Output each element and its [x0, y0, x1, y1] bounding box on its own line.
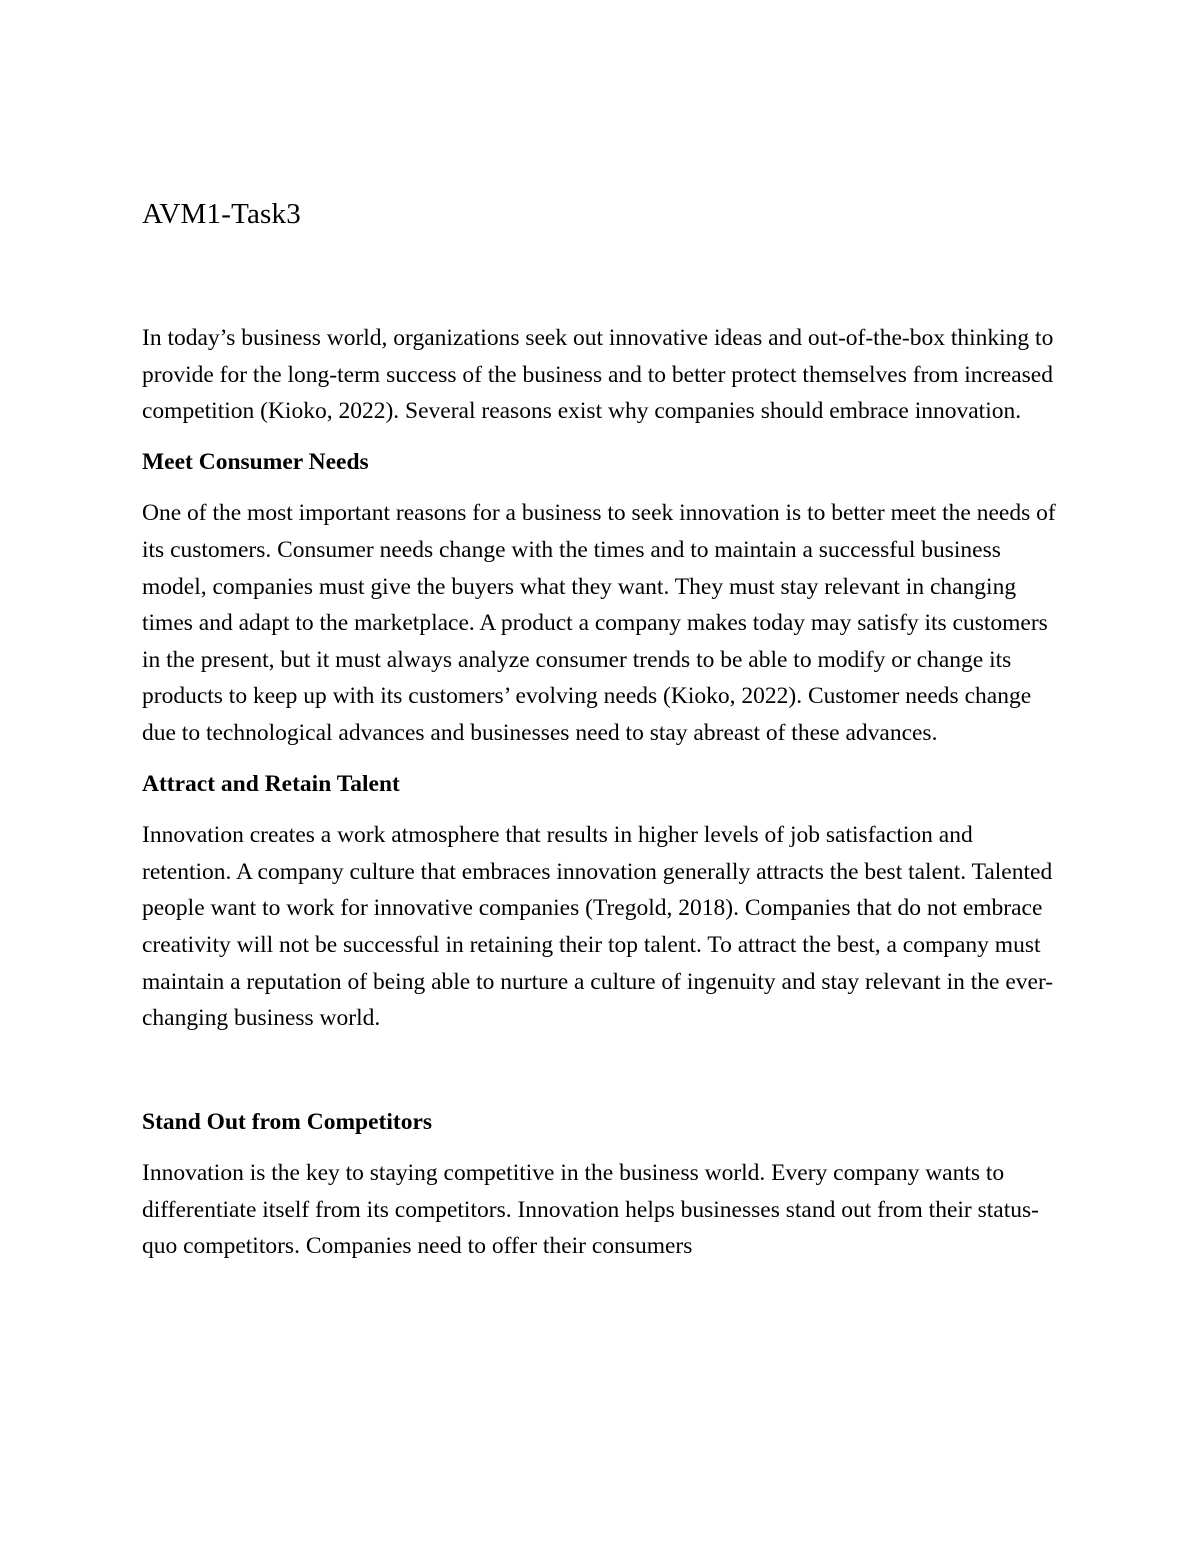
- section-heading-consumer-needs: Meet Consumer Needs: [142, 448, 369, 475]
- section-heading-talent: Attract and Retain Talent: [142, 770, 400, 797]
- document-content: [142, 196, 1062, 1279]
- section-body-consumer-needs: One of the most important reasons for a business to seek innovation is to better meet the needs of its customers. Consumer needs change with the times and to maintain a successful business model, companies must give the buyers what they want. They must stay relevant in changing times and adapt to the marketplace. A product a company makes today may satisfy its customers in the present, but it must always analyze consumer trends to be able to modify or change its products to keep up with its customers’ evolving needs (Kioko, 2022). Customer needs change due to technological advances and businesses need to stay abreast of these advances.: [142, 500, 1056, 746]
- section-heading-competitors: Stand Out from Competitors: [142, 1108, 433, 1135]
- section-body-talent: Innovation creates a work atmosphere that results in higher levels of job satisfaction and retention. A company culture that embraces innovation generally attracts the best talent. Talented people want to work for innovative companies (Tregold, 2018). Companies that do not embrace creativity will not be successful in retaining their top talent. To attract the best, a company must maintain a reputation of being able to nurture a culture of ingenuity and stay relevant in the ever-changing business world.: [142, 822, 1054, 1032]
- document-title: AVM1-Task3: [142, 198, 301, 230]
- intro-paragraph: In today’s business world, organizations seek out innovative ideas and out-of-the-box thinking to provide for the long-term success of the business and to better protect themselves from increased competition (Kioko, 2022). Several reasons exist why companies should embrace innovation.: [142, 325, 1054, 425]
- section-body-competitors: Innovation is the key to staying competitive in the business world. Every company wants to differentiate itself from its competitors. Innovation helps businesses stand out from their status-quo competitors. Companies need to offer their consumers: [142, 1160, 1039, 1260]
- blank-line: [142, 1051, 1062, 1104]
